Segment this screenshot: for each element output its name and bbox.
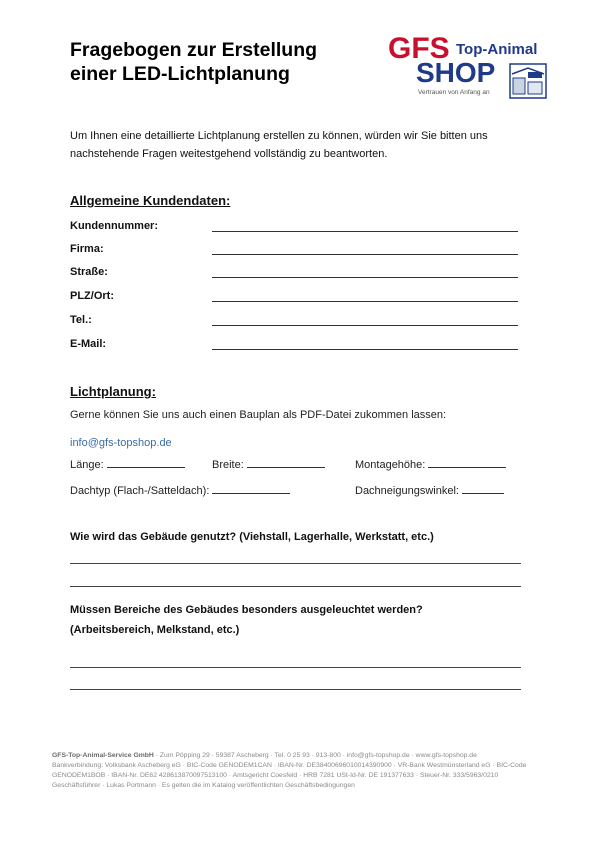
street-field[interactable] xyxy=(212,277,518,278)
phone-field[interactable] xyxy=(212,325,518,326)
company-logo xyxy=(388,26,550,104)
logo-graphic xyxy=(388,26,550,104)
question-building-usage: Wie wird das Gebäude genutzt? (Viehstall, Lagerhalle, Werkstatt, etc.) xyxy=(70,531,434,543)
footer-line-2: Bankverbindung: Volksbank Ascheberg eG · BIC-Code GENODEM1CAN · IBAN-Nr. DE38400696010014390900 · VR-Bank Westmünsterland eG · BIC-Code xyxy=(52,762,527,769)
question2-line-1: Müssen Bereiche des Gebäudes besonders ausgeleuchtet werden? xyxy=(70,604,423,616)
width-field[interactable] xyxy=(247,458,325,468)
footer-line-3: GENODEM1BOB · IBAN-Nr. DE62 428613870097513100 · Amtsgericht Coesfeld · HRB 7281 USt-Id-Nr. DE 191377633 · Steuer-Nr. 333/5963/0210 xyxy=(52,772,499,779)
roof-type-field[interactable] xyxy=(212,484,290,494)
lighting-heading: Lichtplanung: xyxy=(70,384,156,399)
zip-city-field[interactable] xyxy=(212,301,518,302)
barn-icon xyxy=(510,64,546,98)
title-line-2: einer LED-Lichtplanung xyxy=(70,63,290,85)
footer xyxy=(52,751,552,791)
answer-line-3[interactable] xyxy=(70,667,521,668)
roof-angle-label: Dachneigungswinkel: xyxy=(355,485,459,497)
label-customer-number: Kundennummer: xyxy=(70,220,158,232)
title-line-1: Fragebogen zur Erstellung xyxy=(70,39,318,61)
roof-type-label: Dachtyp (Flach-/Satteldach): xyxy=(70,485,210,497)
intro-line-1: Um Ihnen eine detaillierte Lichtplanung erstellen zu können, würden wir Sie bitten uns xyxy=(70,130,488,142)
answer-line-4[interactable] xyxy=(70,689,521,690)
length-group xyxy=(70,458,185,471)
company-field[interactable] xyxy=(212,254,518,255)
length-field[interactable] xyxy=(107,458,185,468)
logo-shop: SHOP xyxy=(416,57,496,88)
customer-heading: Allgemeine Kundendaten: xyxy=(70,193,231,208)
roof-angle-group xyxy=(355,484,504,497)
label-zip-city: PLZ/Ort: xyxy=(70,290,114,302)
roof-angle-field[interactable] xyxy=(462,484,504,494)
height-group xyxy=(355,458,506,471)
email-link[interactable]: info@gfs-topshop.de xyxy=(70,437,172,449)
intro-text xyxy=(70,127,530,163)
width-group xyxy=(212,458,325,471)
email-field[interactable] xyxy=(212,349,518,350)
logo-gfs: GFS xyxy=(388,32,450,65)
email-link-wrap xyxy=(70,433,172,451)
label-email: E-Mail: xyxy=(70,338,107,350)
customer-number-field[interactable] xyxy=(212,231,518,232)
length-label: Länge: xyxy=(70,459,104,471)
width-label: Breite: xyxy=(212,459,244,471)
answer-line-1[interactable] xyxy=(70,563,521,564)
roof-type-group xyxy=(70,484,290,497)
label-street: Straße: xyxy=(70,266,108,278)
page-title xyxy=(70,38,317,86)
logo-tagline: Vertrauen von Anfang an xyxy=(418,89,490,96)
footer-address: · Zum Pöpping 29 · 59387 Ascheberg · Tel. 0 25 93 · 913-800 · info@gfs-topshop.de · www.gfs-topshop.de xyxy=(153,752,477,759)
footer-line-4: Geschäftsführer · Lukas Portmann · Es gelten die im Katalog veröffentlichten Geschäftsbedingungen xyxy=(52,782,355,789)
footer-line-1 xyxy=(52,751,552,761)
intro-line-2: nachstehende Fragen weitestgehend vollständig zu beantworten. xyxy=(70,148,388,160)
question2-line-2: (Arbeitsbereich, Melkstand, etc.) xyxy=(70,624,240,636)
height-label: Montagehöhe: xyxy=(355,459,426,471)
lighting-note: Gerne können Sie uns auch einen Bauplan als PDF-Datei zukommen lassen: xyxy=(70,409,447,421)
label-company: Firma: xyxy=(70,243,104,255)
question-illumination-areas xyxy=(70,604,423,636)
logo-top-animal: Top-Animal xyxy=(456,41,538,58)
answer-line-2[interactable] xyxy=(70,586,521,587)
label-phone: Tel.: xyxy=(70,314,92,326)
footer-company: GFS-Top-Animal-Service GmbH xyxy=(52,752,154,759)
height-field[interactable] xyxy=(428,458,506,468)
